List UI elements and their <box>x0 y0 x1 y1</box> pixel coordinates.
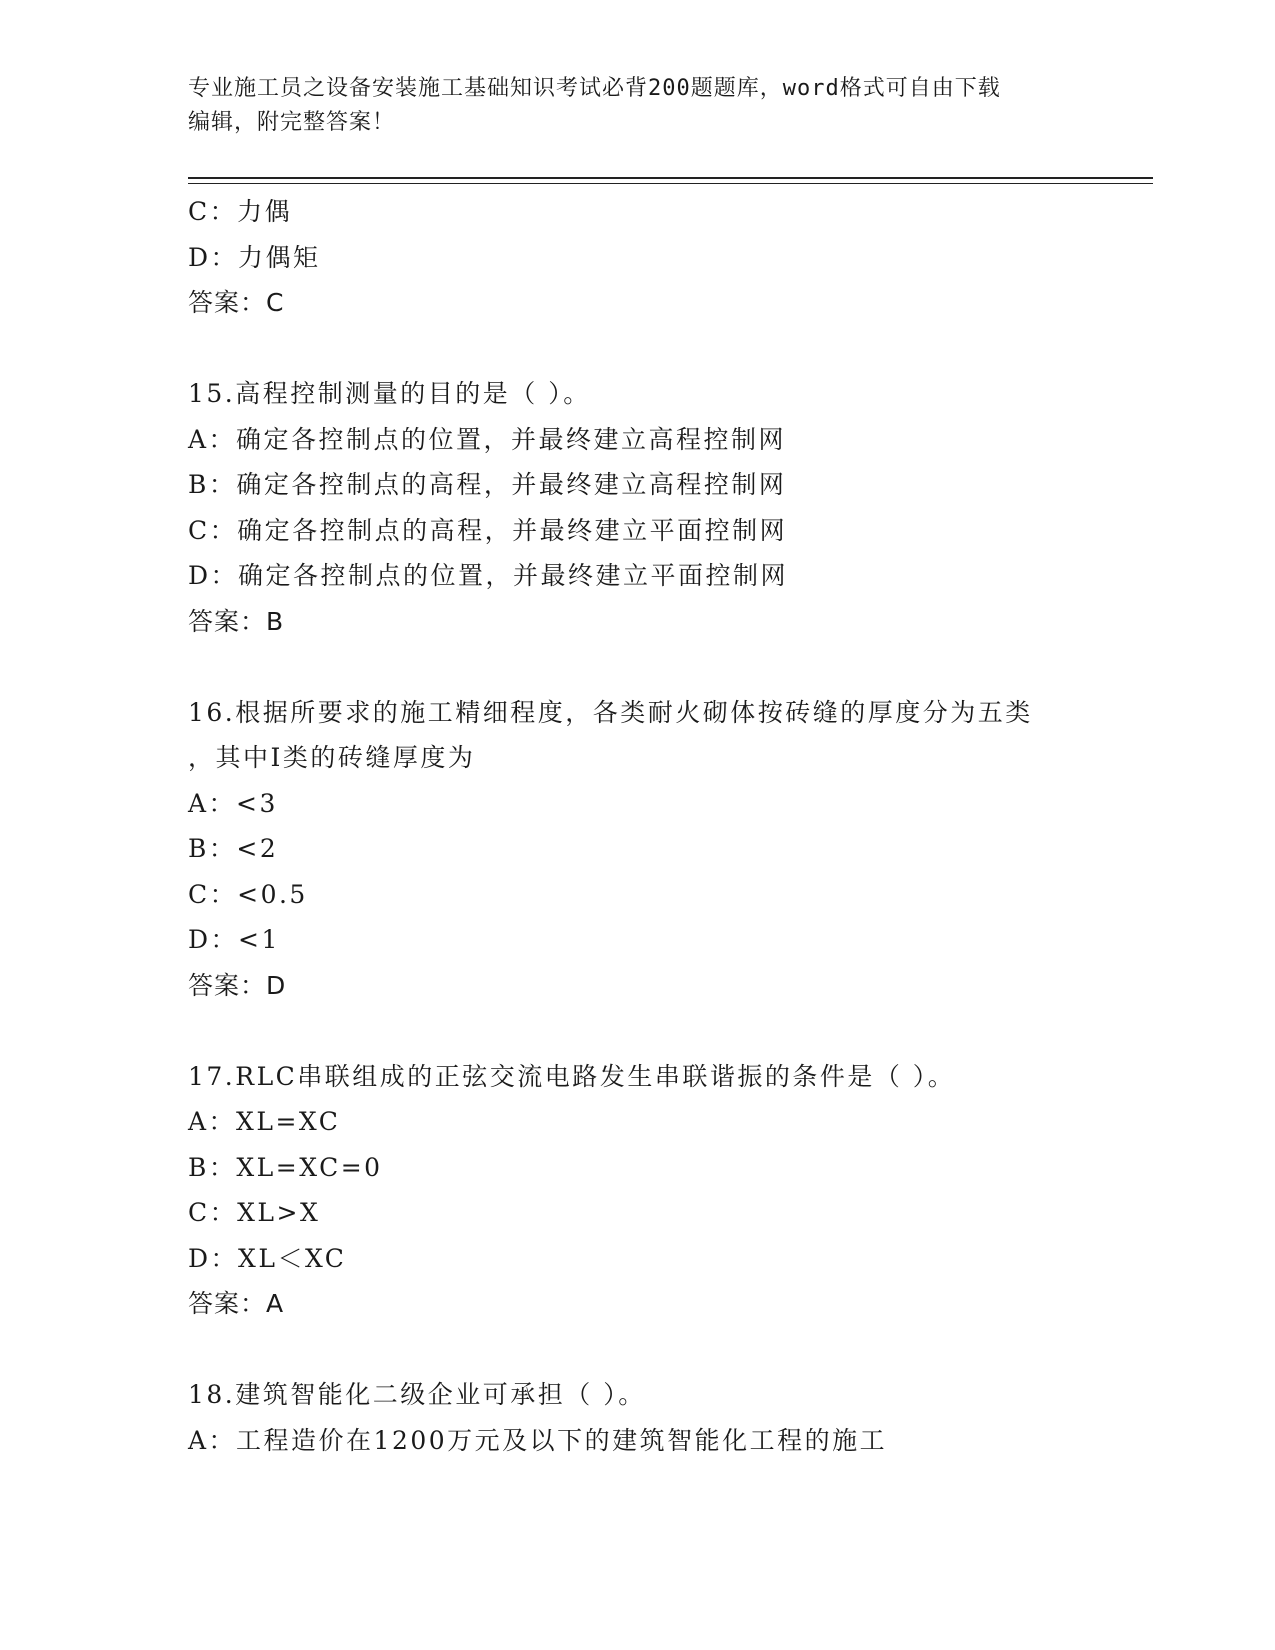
q17-answer: 答案：A <box>188 1289 285 1318</box>
header-title-line2: 编辑，附完整答案！ <box>188 110 396 135</box>
q16-option-d: D：<1 <box>188 925 280 954</box>
q16-option-a: A：<3 <box>188 788 278 818</box>
q17-option-a: A：XL=XC <box>188 1107 341 1136</box>
q17-option-b: B：XL=XC=0 <box>188 1152 383 1182</box>
q15-answer: 答案：B <box>188 606 285 636</box>
q17-stem: 17.RLC串联组成的正弦交流电路发生串联谐振的条件是（ ）。 <box>188 1061 956 1091</box>
q14-option-d: D：力偶矩 <box>188 242 321 272</box>
header-divider-thin <box>188 183 1153 184</box>
header-title-line1: 专业施工员之设备安装施工基础知识考试必背200题题库，word格式可自由下载 <box>188 76 1001 101</box>
q15-option-a: A：确定各控制点的位置，并最终建立高程控制网 <box>188 424 787 454</box>
header-divider-thick <box>188 177 1153 179</box>
q17-option-c: C：XL>X <box>188 1198 321 1227</box>
page-header <box>188 72 1088 140</box>
q14-answer: 答案：C <box>188 288 285 317</box>
q16-option-c: C：<0.5 <box>188 879 308 909</box>
question-list <box>188 189 1168 1463</box>
q17-option-d: D：XL＜XC <box>188 1243 347 1273</box>
q16-option-b: B：<2 <box>188 834 279 863</box>
q16-stem-continued: ，其中I类的砖缝厚度为 <box>188 743 476 772</box>
q15-stem: 15.高程控制测量的目的是（ ）。 <box>188 379 591 408</box>
q15-option-d: D：确定各控制点的位置，并最终建立平面控制网 <box>188 561 789 590</box>
q18-stem: 18.建筑智能化二级企业可承担（ ）。 <box>188 1380 646 1409</box>
q18-option-a: A：工程造价在1200万元及以下的建筑智能化工程的施工 <box>188 1425 888 1455</box>
q15-option-b: B：确定各控制点的高程，并最终建立高程控制网 <box>188 470 787 499</box>
q16-answer: 答案：D <box>188 970 287 1000</box>
q14-option-c: C：力偶 <box>188 197 293 226</box>
q16-stem: 16.根据所要求的施工精细程度，各类耐火砌体按砖缝的厚度分为五类 <box>188 697 1033 727</box>
q15-option-c: C：确定各控制点的高程，并最终建立平面控制网 <box>188 515 788 545</box>
